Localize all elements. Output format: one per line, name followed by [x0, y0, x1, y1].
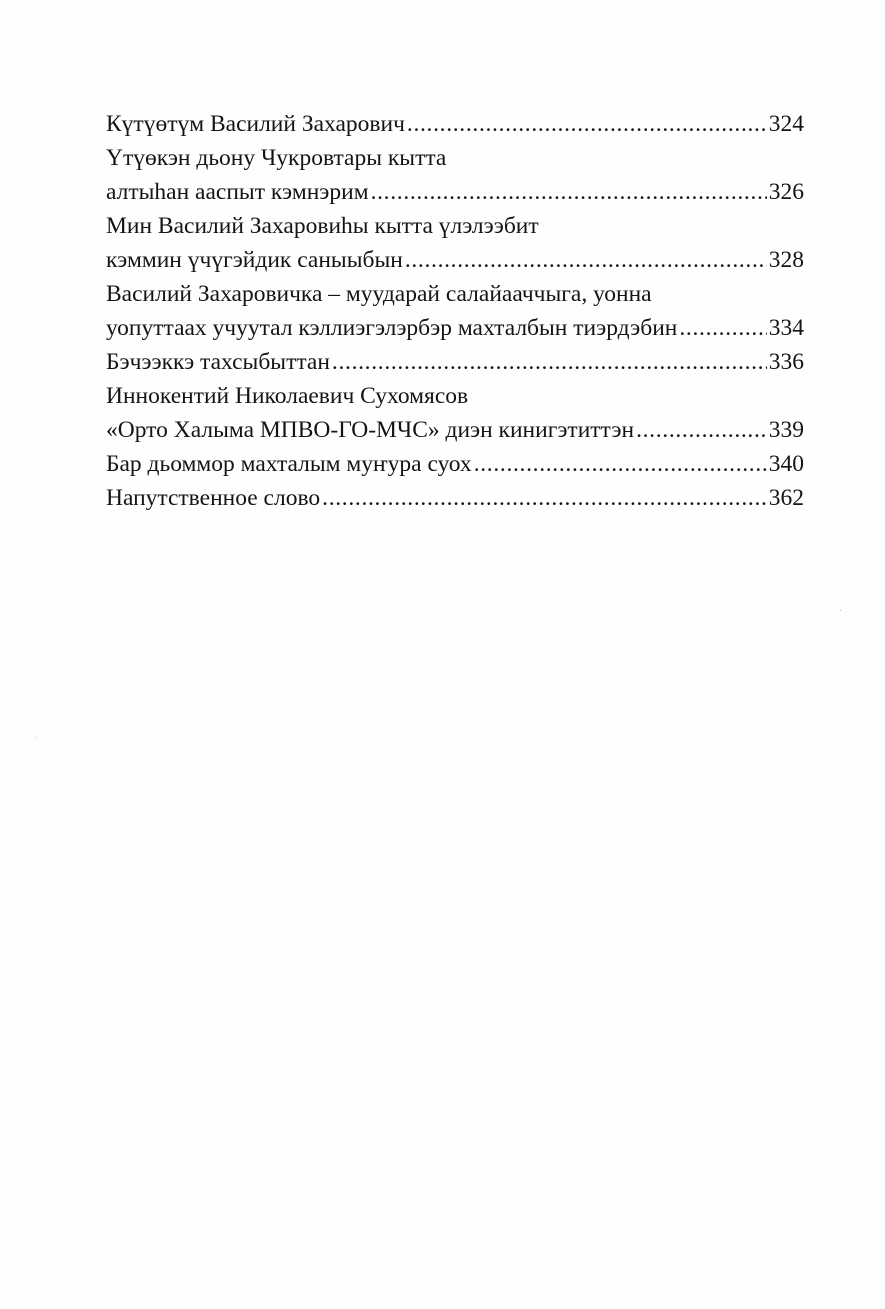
scan-speck — [36, 737, 37, 738]
toc-page-number: 362 — [768, 485, 804, 511]
toc-page-number: 336 — [768, 349, 804, 375]
toc-entry-title: кэммин үчүгэйдик саныыбын — [106, 247, 403, 273]
toc-page-number: 328 — [768, 247, 804, 273]
toc-entry-title: уопуттаах учуутал кэллиэгэлэрбэр махталбын тиэрдэбин — [106, 315, 678, 341]
toc-entry-title: Күтүөтүм Василий Захарович — [106, 111, 405, 137]
toc-entry-title: алтыһан ааспыт кэмнэрим — [106, 179, 369, 205]
toc-page-number: 339 — [768, 417, 804, 443]
toc-entry[interactable] — [106, 413, 804, 447]
scan-speck — [840, 610, 841, 611]
toc-entry-title: «Орто Халыма МПВО-ГО-МЧС» диэн кинигэтиттэн — [106, 417, 635, 443]
dot-leader — [405, 243, 767, 277]
dot-leader — [636, 413, 767, 447]
dot-leader — [322, 481, 767, 515]
toc-entry[interactable] — [106, 175, 804, 209]
toc-page-number: 334 — [768, 315, 804, 341]
toc-entry-title-line: Иннокентий Николаевич Сухомясов — [106, 383, 469, 409]
toc-entry-title: Бэчээккэ тахсыбыттан — [106, 349, 330, 375]
toc-entry[interactable] — [106, 107, 804, 141]
toc-entry[interactable] — [106, 243, 804, 277]
toc-entry-title-line: Мин Василий Захаровиһы кытта үлэлээбит — [106, 213, 539, 239]
dot-leader — [474, 447, 767, 481]
toc-page-number: 324 — [768, 111, 804, 137]
toc-entry-title-line: Үтүөкэн дьону Чукровтары кытта — [106, 145, 447, 171]
dot-leader — [407, 107, 767, 141]
toc-page-number: 340 — [768, 451, 804, 477]
dot-leader — [371, 175, 767, 209]
toc-page-number: 326 — [768, 179, 804, 205]
toc-entry[interactable] — [106, 311, 804, 345]
toc-entry[interactable] — [106, 447, 804, 481]
table-of-contents — [106, 107, 804, 515]
toc-entry[interactable] — [106, 345, 804, 379]
toc-entry-title-line: Василий Захаровичка – муударай салайааччыга, уонна — [106, 281, 652, 307]
dot-leader — [332, 345, 767, 379]
dot-leader — [679, 311, 766, 345]
toc-entry-title: Напутственное слово — [106, 485, 321, 511]
toc-entry-title: Бар дьоммор махталым муҥура суох — [106, 451, 472, 477]
toc-entry[interactable] — [106, 481, 804, 515]
